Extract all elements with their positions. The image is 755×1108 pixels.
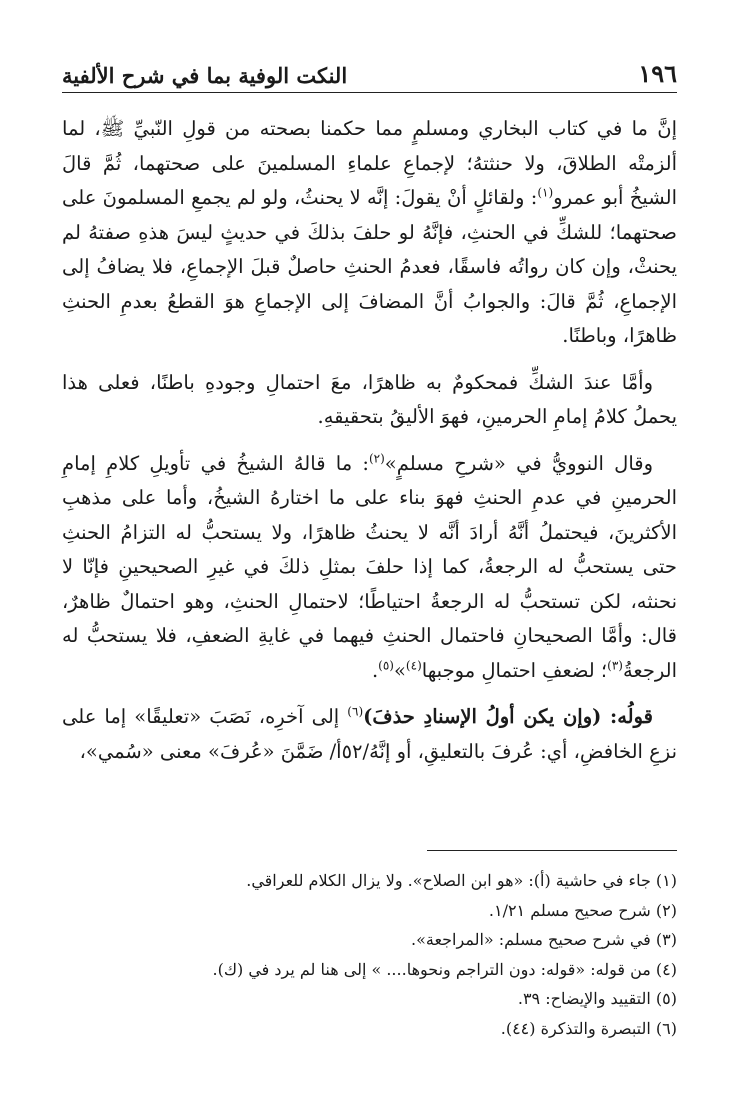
footnote-ref-6: (٦) — [347, 704, 364, 719]
footnote-1: (١) جاء في حاشية (أ): «هو ابن الصلاح». ولا يزال الكلام للعراقي. — [246, 871, 677, 890]
quoted-verse: قولُه: (وإن يكن أولُ الإسنادِ حذفَ) — [363, 705, 653, 728]
page-number: ١٩٦ — [638, 59, 677, 88]
footnote-ref-1: (١) — [537, 185, 554, 200]
footnote-4: (٤) من قوله: «قوله: دون التراجم ونحوها.... » إلى هنا لم يرد في (ك). — [212, 959, 677, 979]
footnote-separator — [427, 850, 677, 851]
paragraph-2: وأمَّا عندَ الشكِّ فمحكومٌ به ظاهرًا، معَ احتمالِ وجودهِ باطنًا، فعلى هذا يحملُ كلامُ إمامِ الحرمينِ، فهوَ الأليقُ بتحقيقهِ. — [62, 370, 677, 428]
footnote-6: (٦) التبصرة والتذكرة (٤٤). — [500, 1018, 677, 1038]
footnote-ref-5: (٥) — [378, 658, 394, 672]
footnote-3: (٣) في شرح صحيح مسلم: «المراجعة». — [410, 930, 677, 949]
paragraph-4: قولُه: (وإن يكن أولُ الإسنادِ حذفَ)$^{(٦)}$ إلى آخرِه، نَصَبَ «تعليقًا» إما على نزعِ الخافضِ، أي: عُرفَ بالتعليقِ، أو إنَّهُ/٥٢أ/ ضَمَّنَ «عُرفَ» معنى «سُمي»، — [62, 704, 677, 763]
page-header — [62, 52, 677, 93]
footnote-ref-2: (٢) — [368, 451, 385, 465]
footnote-5: (٥) التقييد والإيضاح: ٣٩. — [517, 989, 677, 1008]
footnotes — [62, 866, 677, 1043]
footnote-2: (٢) شرح صحيح مسلم ١/٢١. — [488, 900, 677, 920]
book-title: النكت الوفية بما في شرح الألفية — [62, 63, 348, 88]
paragraph-1: إنَّ ما في كتاب البخاري ومسلمٍ مما حكمنا بصحته من قولِ النّبيِّ ﷺ، لما ألزمتْه الطلاقَ، ولا حنثتهُ؛ لإجماعِ علماءِ المسلمينَ على صحتهما، ثُمَّ قالَ الشيخُ أبو عمرو$^{(١)}$: ولقائلٍ أنْ يقولَ: إنَّه لا يحنثُ، ولو لم يجمعِ المسلمونَ على صحتهما؛ للشكِّ في الحنثِ، فإنَّهُ لو حلفَ بذلكَ في حديثٍ ليسَ هذهِ صفتهُ لم يحنثْ، وإن كان رواتُه فاسقًا، فعدمُ الحنثِ حاصلٌ قبلَ الإجماعِ، فلا يضافُ إلى الإجماعِ، ثُمَّ قالَ: والجوابُ أنَّ المضافَ إلى الإجماعِ هوَ القطعُ بعدمِ الحنثِ ظاهرًا، وباطنًا. — [62, 117, 677, 347]
footnote-ref-3: (٣) — [607, 658, 623, 672]
paragraph-3: وقال النوويُّ في «شرحِ مسلمٍ»$^{(٢)}$: ما قالهُ الشيخُ في تأويلِ كلامِ إمامِ الحرمينِ في عدمِ الحنثِ فهوَ بناء على ما اختارهُ الشيخُ، وأما على مذهبِ الأكثرينَ، فيحتملُ أنَّهُ أرادَ أنَّه لا يحنثُ ظاهرًا، ولا يستحبُّ له التزامُ الحنثِ حتى يستحبُّ له الرجعةُ، كما إذا حلفَ بمثلِ ذلكَ في غيرِ الصحيحينِ فإنّا لا نحنثه، لكن تستحبُّ له الرجعةُ احتياطًا؛ لاحتمالِ الحنثِ، وهو احتمالٌ ظاهرٌ، قال: وأمَّا الصحيحانِ فاحتمال الحنثِ فيهما في غايةِ الضعفِ، فلا يستحبُّ له الرجعةُ$^{(٣)}$؛ لضعفِ احتمالِ موجبها$^{(٤)}$»$^{(٥)}$. — [62, 451, 677, 682]
main-text — [62, 112, 677, 769]
footnote-ref-4: (٤) — [405, 658, 422, 672]
